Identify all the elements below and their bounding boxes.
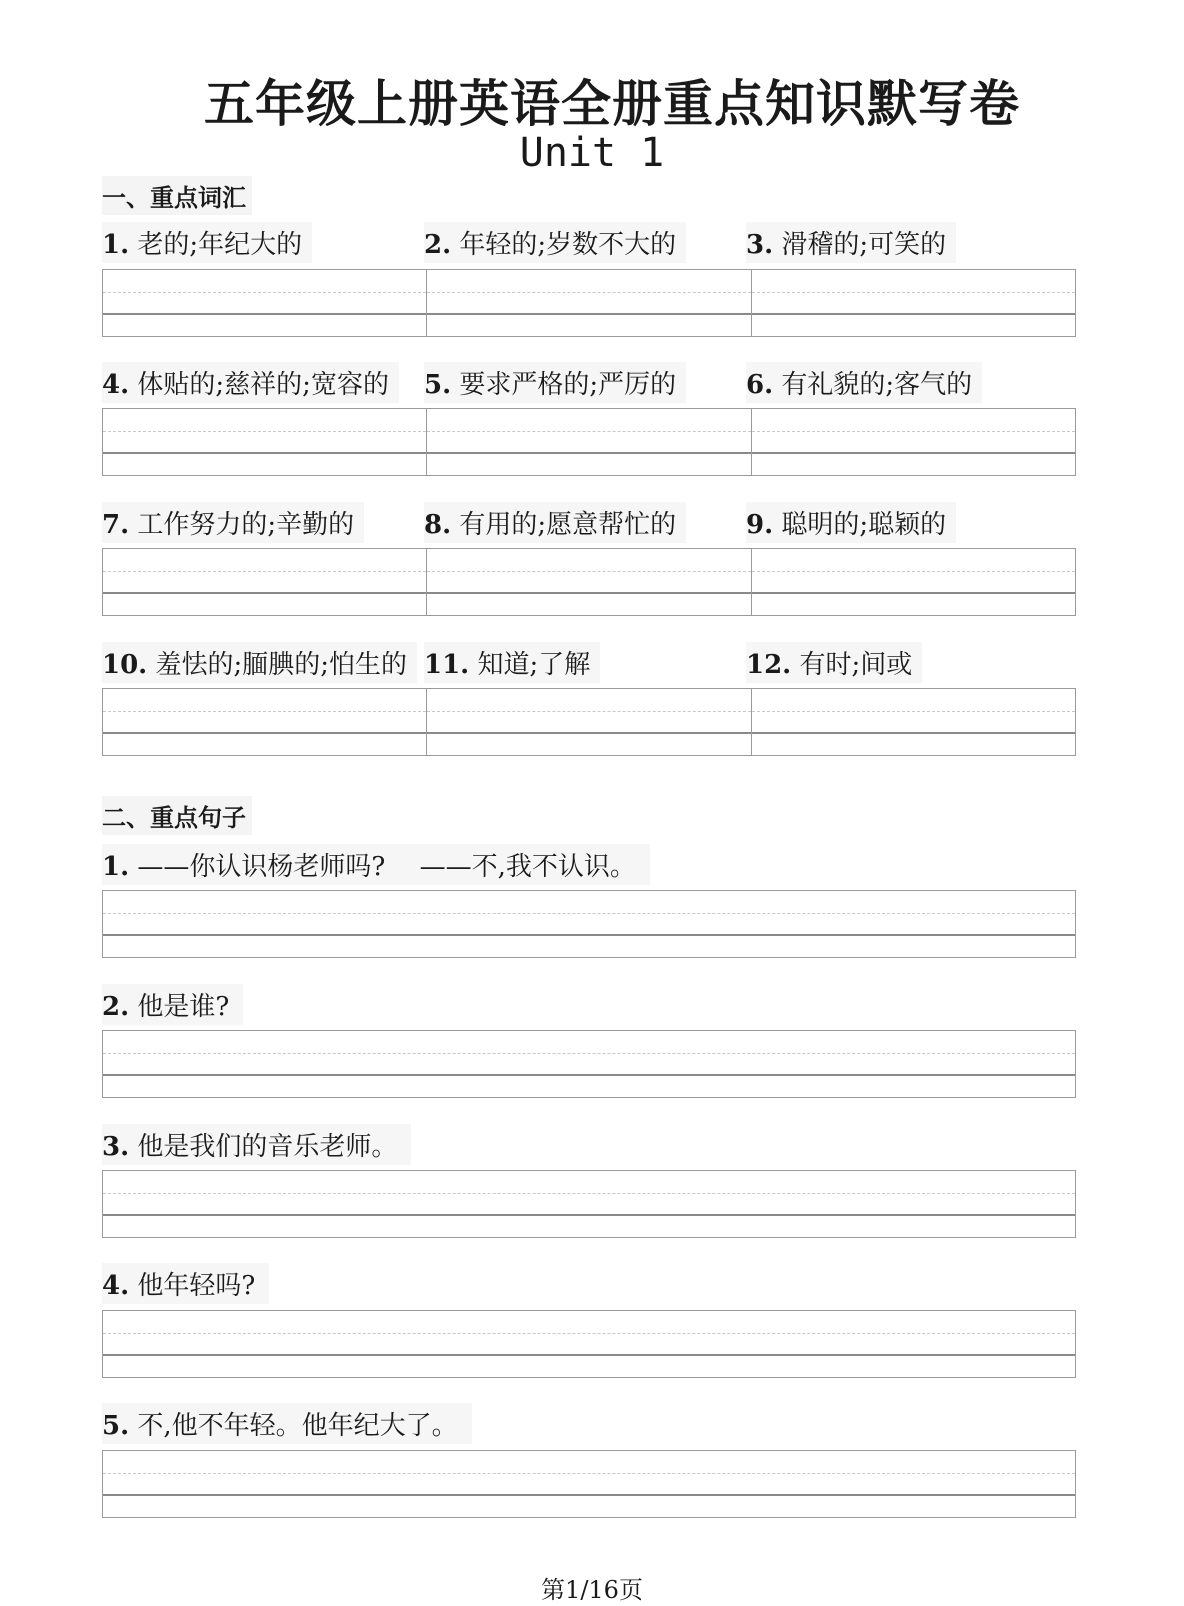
answer-cell[interactable] [103,549,427,615]
answer-cell[interactable] [103,409,427,475]
sentence-item: 3. 他是我们的音乐老师。 [102,1124,411,1165]
vocab-item: 3. 滑稽的;可笑的 [746,222,956,263]
vocab-item: 8. 有用的;愿意帮忙的 [424,502,686,543]
sentence-answer-box[interactable] [102,1450,1076,1518]
answer-cell[interactable] [752,689,1075,755]
vocab-item: 1. 老的;年纪大的 [102,222,312,263]
sentence-section-heading: 二、重点句子 [102,796,252,835]
sentence-answer-box[interactable] [102,1310,1076,1378]
unit-subtitle: Unit 1 [519,130,665,176]
vocab-answer-row [102,548,1076,616]
answer-cell[interactable] [752,409,1075,475]
vocab-answer-row [102,688,1076,756]
sentence-item: 2. 他是谁? [102,984,243,1025]
answer-cell[interactable] [427,549,751,615]
vocab-item: 4. 体贴的;慈祥的;宽容的 [102,362,399,403]
sentence-item: 4. 他年轻吗? [102,1263,269,1304]
vocab-item: 5. 要求严格的;严厉的 [424,362,686,403]
page-number: 第1/16页 [541,1576,643,1604]
answer-cell[interactable] [103,689,427,755]
vocab-section-heading: 一、重点词汇 [102,176,252,215]
answer-cell[interactable] [427,689,751,755]
sentence-answer-box[interactable] [102,1170,1076,1238]
vocab-item: 11. 知道;了解 [424,642,600,683]
vocab-item: 10. 羞怯的;腼腆的;怕生的 [102,642,417,683]
sentence-item: 5. 不,他不年轻。他年纪大了。 [102,1403,472,1444]
answer-cell[interactable] [427,409,751,475]
answer-cell[interactable] [103,270,427,336]
sentence-item: 1. ——你认识杨老师吗? ——不,我不认识。 [102,844,650,885]
answer-cell[interactable] [752,549,1075,615]
sentence-answer-box[interactable] [102,890,1076,958]
answer-cell[interactable] [427,270,751,336]
page-title: 五年级上册英语全册重点知识默写卷 [204,75,1020,133]
vocab-item: 7. 工作努力的;辛勤的 [102,502,364,543]
answer-cell[interactable] [752,270,1075,336]
vocab-answer-row [102,408,1076,476]
vocab-item: 9. 聪明的;聪颖的 [746,502,956,543]
vocab-item: 12. 有时;间或 [746,642,922,683]
vocab-item: 6. 有礼貌的;客气的 [746,362,982,403]
vocab-item: 2. 年轻的;岁数不大的 [424,222,686,263]
sentence-answer-box[interactable] [102,1030,1076,1098]
vocab-answer-row [102,269,1076,337]
